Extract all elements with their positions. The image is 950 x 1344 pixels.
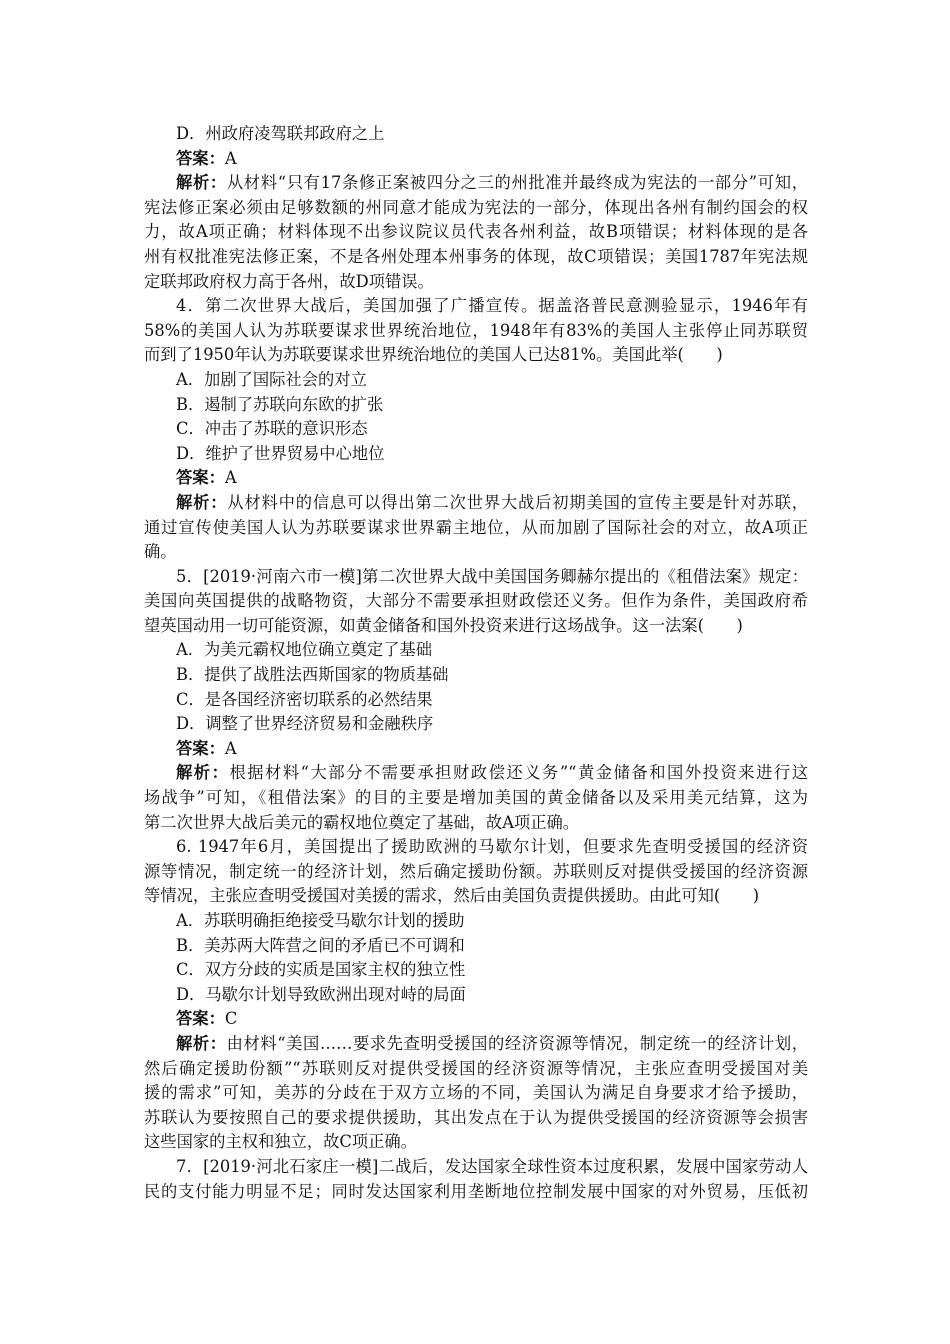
- analysis-label: 解析：: [176, 173, 227, 193]
- q6-answer: [144, 1007, 808, 1032]
- q3-analysis-line: 力，故A项正确；材料体现不出参议院议员代表各州利益，故B项错误；材料体现的是各: [144, 222, 808, 242]
- q5-option-b: B．提供了战胜法西斯国家的物质基础: [176, 665, 449, 685]
- q6-analysis-line: 这些国家的主权和独立，故C项正确。: [144, 1132, 417, 1152]
- analysis-label: 解析：: [176, 492, 228, 512]
- q5-option-c: C．是各国经济密切联系的必然结果: [176, 689, 433, 709]
- q6-option-d: D．马歇尔计划导致欧洲出现对峙的局面: [176, 984, 466, 1004]
- q3-analysis-line: 定联邦政府权力高于各州，故D项错误。: [144, 271, 434, 291]
- q6-analysis-line: 然后确定援助份额”“苏联则反对提供受援国的经济资源等情况，主张应查明受援国对美: [144, 1058, 808, 1078]
- q6-analysis-line: 解析：由材料“美国……要求先查明受援国的经济资源等情况，制定统一的经济计划，: [176, 1033, 808, 1053]
- q4-stem-line: 58%的美国人认为苏联要谋求世界统治地位，1948年有83%的美国人主张停止同苏联贸: [144, 320, 808, 340]
- q3-analysis-line: 解析：从材料“只有17条修正案被四分之三的州批准并最终成为宪法的一部分”可知，: [176, 173, 808, 193]
- q3-analysis-line: 宪法修正案必须由足够数额的州同意才能成为宪法的一部分，体现出各州有制约国会的权: [144, 197, 808, 217]
- q7-stem-line: 民的支付能力明显不足；同时发达国家利用垄断地位控制发展中国家的对外贸易，压低初: [144, 1181, 808, 1201]
- q6-stem-line: 6. 1947年6月，美国提出了援助欧洲的马歇尔计划，但要求先查明受援国的经济资: [176, 837, 808, 857]
- q5-option-a: A．为美元霸权地位确立奠定了基础: [176, 640, 432, 660]
- q4-analysis-line: 确。: [144, 542, 177, 562]
- q4-option-a: A．加剧了国际社会的对立: [176, 369, 367, 389]
- q4-analysis-line: 解析：从材料中的信息可以得出第二次世界大战后初期美国的宣传主要是针对苏联，: [176, 492, 808, 512]
- q6-option-a: A．苏联明确拒绝接受马歇尔计划的援助: [176, 911, 465, 930]
- document-body: [144, 122, 808, 1204]
- q4-option-b: B．遏制了苏联向东欧的扩张: [176, 394, 384, 414]
- q6-analysis-line: 苏联认为要按照自己的要求提供援助，其出发点在于认为提供受援国的经济资源等会损害: [144, 1107, 808, 1127]
- q5-analysis-line: 解析：根据材料“大部分不需要承担财政偿还义务”“黄金储备和国外投资来进行这: [176, 763, 808, 783]
- answer-label: 答案：: [176, 148, 225, 168]
- q6-option-c: C．双方分歧的实质是国家主权的独立性: [176, 960, 466, 980]
- q4-analysis-line: 通过宣传使美国人认为苏联要谋求世界霸主地位，从而加剧了国际社会的对立，故A项正: [144, 517, 808, 537]
- q5-answer: [144, 737, 808, 762]
- q4-option-c: C．冲击了苏联的意识形态: [176, 419, 368, 439]
- answer-value: C: [224, 1009, 238, 1029]
- q5-stem-line: 望英国动用一切可能资源，如黄金储备和国外投资来进行这场战争。这一法案( ): [144, 615, 743, 635]
- q4-stem-line: 而到了1950年认为苏联要谋求世界统治地位的美国人已达81%。美国此举( ): [144, 345, 723, 365]
- q3-option-d: D．州政府凌驾联邦政府之上: [176, 124, 385, 143]
- answer-label: 答案：: [176, 468, 225, 488]
- answer-value: A: [224, 738, 237, 758]
- q3-analysis-line: 州有权批准宪法修正案，不是各州处理本州事务的体现，故C项错误；美国1787年宪法规: [144, 246, 808, 266]
- analysis-label: 解析：: [176, 763, 230, 783]
- q7-stem-line: 7．[2019·河北石家庄一模]二战后，发达国家全球性资本过度积累，发展中国家劳动人: [176, 1156, 808, 1176]
- answer-value: A: [224, 468, 237, 488]
- analysis-label: 解析：: [176, 1033, 227, 1053]
- q6-stem-line: 等情况，主张应查明受援国对美援的需求，然后由美国负责提供援助。由此可知( ): [144, 886, 760, 906]
- q5-analysis-line: 第二次世界大战后美元的霸权地位奠定了基础，故A项正确。: [144, 812, 580, 832]
- q4-stem-line: 4．第二次世界大战后，美国加强了广播宣传。据盖洛普民意测验显示，1946年有: [176, 296, 808, 316]
- q5-analysis-line: 场战争”可知，《租借法案》的目的主要是增加美国的黄金储备以及采用美元结算，这为: [144, 788, 808, 808]
- answer-value: A: [224, 148, 237, 168]
- q5-option-d: D．调整了世界经济贸易和金融秩序: [176, 714, 434, 734]
- q4-answer: [144, 466, 808, 491]
- q5-stem-line: 5．[2019·河南六市一模]第二次世界大战中美国国务卿赫尔提出的《租借法案》规定：: [176, 566, 808, 586]
- q4-option-d: D．维护了世界贸易中心地位: [176, 443, 385, 463]
- q3-answer: [144, 147, 808, 172]
- answer-label: 答案：: [176, 1009, 225, 1029]
- q6-analysis-line: 援的需求”可知，美苏的分歧在于双方立场的不同，美国认为满足自身要求才给予援助，: [144, 1083, 808, 1103]
- q6-option-b: B．美苏两大阵营之间的矛盾已不可调和: [176, 935, 465, 955]
- q5-stem-line: 美国向英国提供的战略物资，大部分不需要承担财政偿还义务。但作为条件，美国政府希: [144, 591, 808, 611]
- q6-stem-line: 源等情况，制定统一的经济计划，然后确定援助份额。苏联则反对提供受援国的经济资源: [144, 861, 808, 881]
- answer-label: 答案：: [176, 738, 225, 758]
